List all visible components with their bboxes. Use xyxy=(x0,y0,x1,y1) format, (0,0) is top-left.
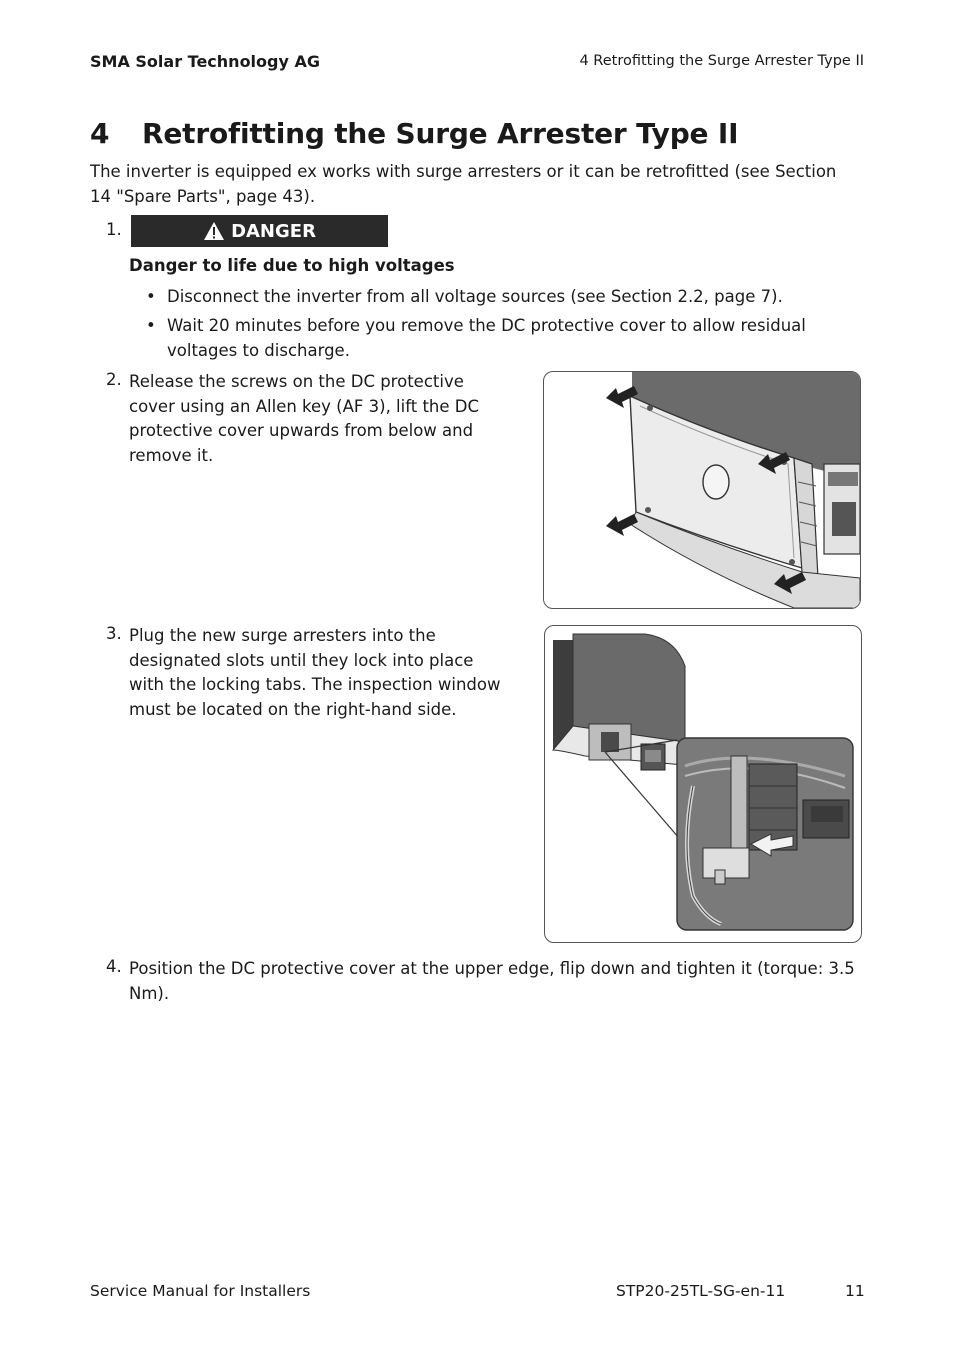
figure-insert-arresters xyxy=(544,625,862,943)
step-4-number: 4. xyxy=(106,957,122,976)
chapter-title: Retrofitting the Surge Arrester Type II xyxy=(142,117,739,150)
bullet-item xyxy=(146,314,862,363)
figure-remove-cover xyxy=(543,371,861,609)
step-3-number: 3. xyxy=(106,624,122,643)
footer-manual: Service Manual for Installers xyxy=(90,1282,311,1300)
chapter-heading xyxy=(90,117,738,150)
header-section: 4 Retrofitting the Surge Arrester Type II xyxy=(579,53,864,69)
intro-paragraph: The inverter is equipped ex works with surge arresters or it can be retrofitted (see Section 14 "Spare Parts", page 43). xyxy=(90,162,837,206)
bullet-text: Disconnect the inverter from all voltage sources (see Section 2.2, page 7). xyxy=(167,287,783,306)
danger-banner xyxy=(131,215,388,247)
header-company: SMA Solar Technology AG xyxy=(90,52,320,71)
step-2-text: Release the screws on the DC protective cover using an Allen key (AF 3), lift the DC protective cover upwards from below and remove it. xyxy=(129,372,480,465)
bullet-text: Wait 20 minutes before you remove the DC protective cover to allow residual voltages to discharge. xyxy=(167,316,806,360)
insert-arresters-illustration xyxy=(545,626,861,942)
step-3-text: Plug the new surge arresters into the designated slots until they lock into place with the locking tabs. The inspection window must be located on the right-hand side. xyxy=(129,626,501,719)
step-4-text: Position the DC protective cover at the upper edge, flip down and tighten it (torque: 3.5 Nm). xyxy=(129,959,855,1003)
chapter-number: 4 xyxy=(90,117,110,150)
danger-title: Danger to life due to high voltages xyxy=(129,256,455,275)
bullet-item xyxy=(146,285,862,310)
bullet-dot: • xyxy=(146,316,156,335)
footer-doc-code: STP20-25TL-SG-en-11 xyxy=(616,1282,786,1300)
danger-label: DANGER xyxy=(231,220,316,242)
remove-cover-illustration xyxy=(544,372,860,608)
footer-page-number: 11 xyxy=(845,1282,865,1300)
step-1-number: 1. xyxy=(106,220,122,239)
step-2-number: 2. xyxy=(106,370,122,389)
warning-triangle-icon xyxy=(203,221,225,241)
bullet-dot: • xyxy=(146,287,156,306)
